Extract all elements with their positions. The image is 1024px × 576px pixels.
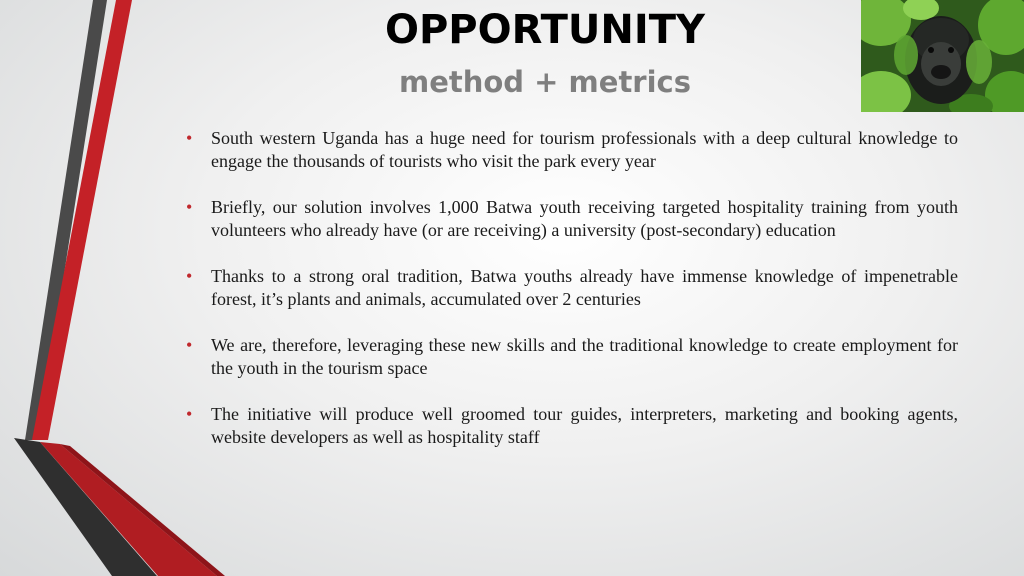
list-item [186, 265, 958, 311]
red-stripe [32, 0, 132, 440]
list-item [186, 127, 958, 173]
bullet-text: South western Uganda has a huge need for tourism professionals with a deep cultural knowledge to engage the thousands of tourists who visit the park every year [211, 128, 958, 171]
bullet-icon: • [186, 404, 193, 424]
bullet-icon: • [186, 128, 193, 148]
gorilla-in-foliage-photo [861, 0, 1024, 112]
slide-title: OPPORTUNITY [384, 7, 706, 53]
bullet-text: The initiative will produce well groomed tour guides, interpreters, marketing and booking agents, website developers as well as hospitality staff [211, 404, 958, 447]
bullet-list [186, 127, 958, 472]
list-item [186, 196, 958, 242]
bullet-text: Briefly, our solution involves 1,000 Batwa youth receiving targeted hospitality training from youth volunteers who already have (or are receiving) a university (post-secondary) education [211, 197, 958, 240]
gray-stripe [25, 0, 107, 440]
bullet-icon: • [186, 197, 193, 217]
gorilla-photo [861, 0, 1024, 112]
list-item [186, 403, 958, 449]
list-item [186, 334, 958, 380]
bullet-icon: • [186, 335, 193, 355]
bullet-icon: • [186, 266, 193, 286]
bullet-text: We are, therefore, leveraging these new skills and the traditional knowledge to create employment for the youth in the tourism space [211, 335, 958, 378]
bullet-text: Thanks to a strong oral tradition, Batwa youths already have immense knowledge of impenetrable forest, it’s plants and animals, accumulated over 2 centuries [211, 266, 958, 309]
slide-subtitle: method + metrics [398, 65, 691, 99]
